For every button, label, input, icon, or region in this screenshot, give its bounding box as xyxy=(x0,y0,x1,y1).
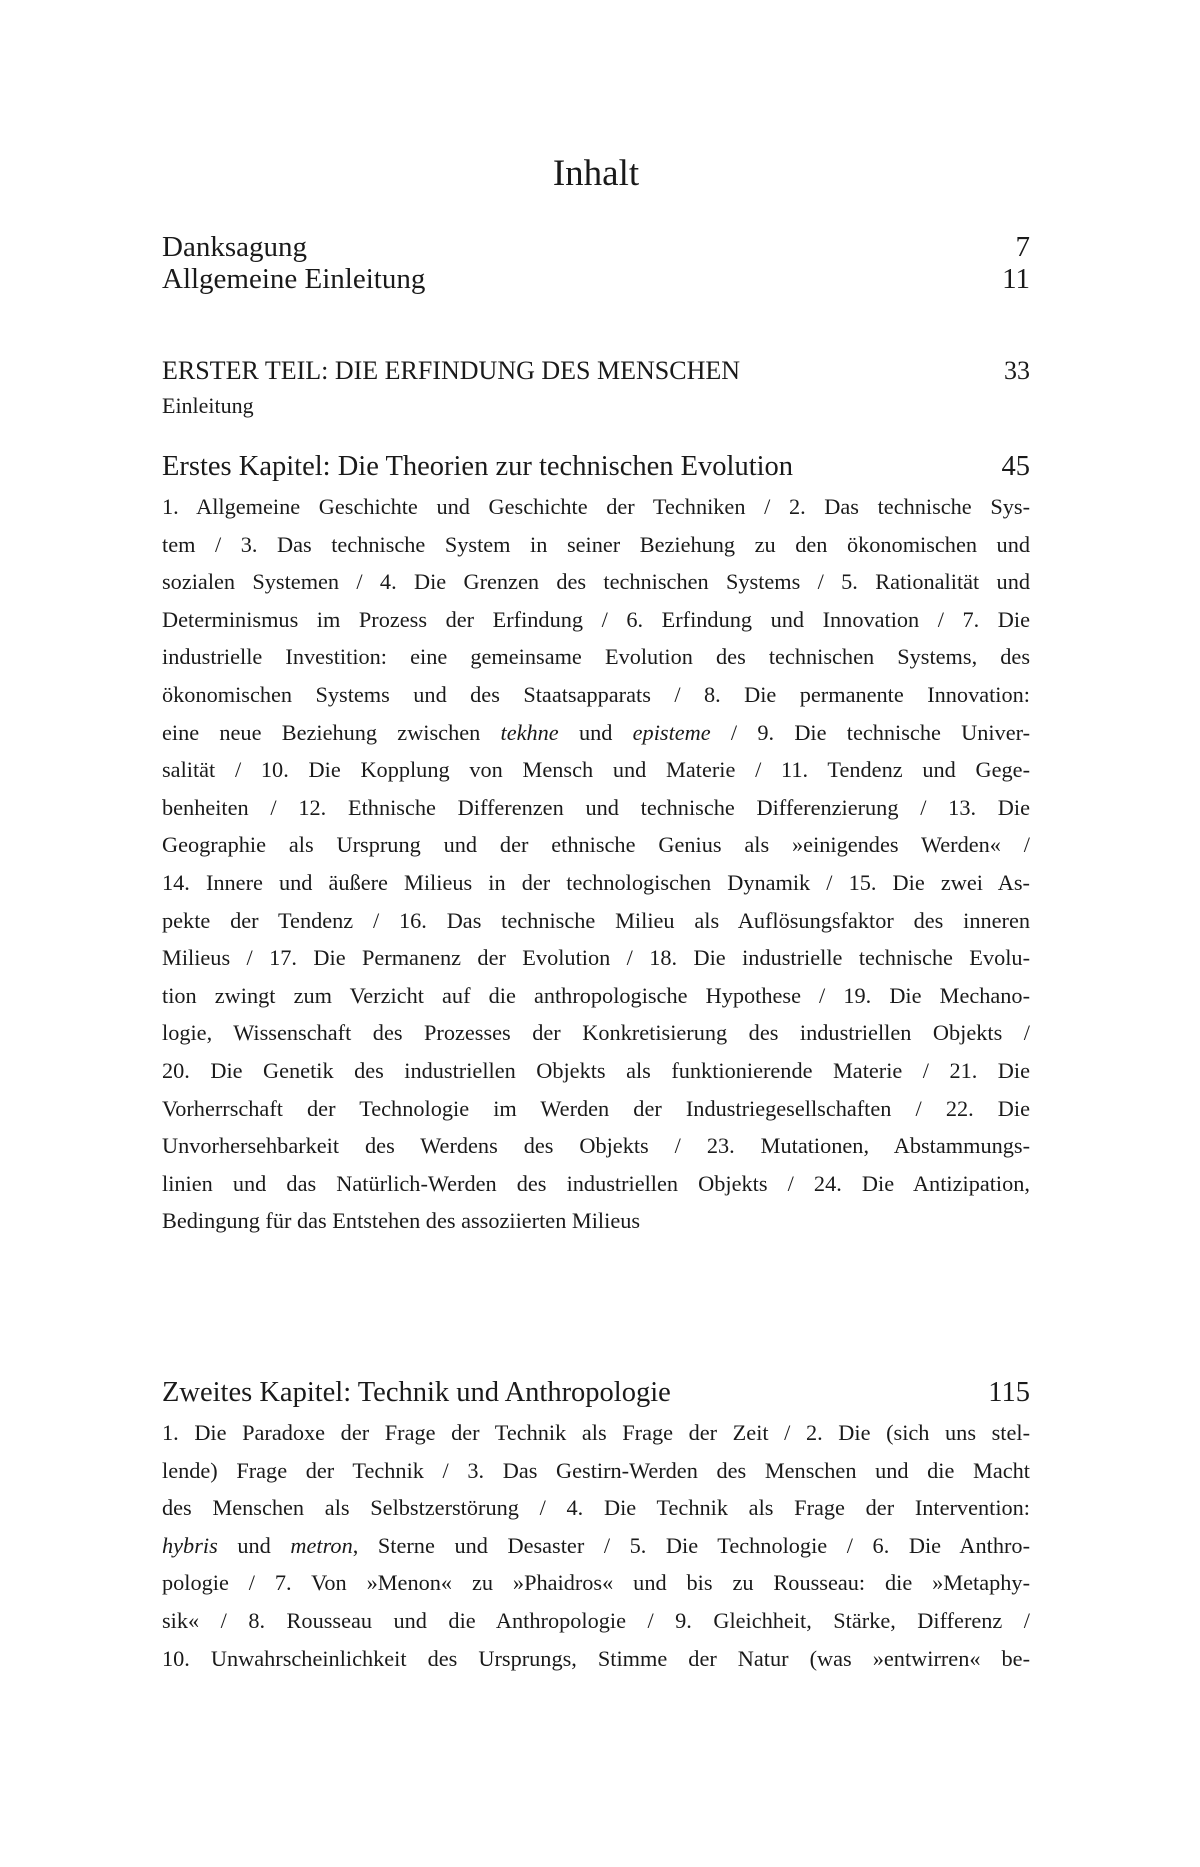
summary-line: logie, Wissenschaft des Prozesses der Konkretisierung des industriellen Objekts / xyxy=(162,1020,1030,1046)
summary-term-episteme: episteme xyxy=(632,719,711,745)
summary-line: salität / 10. Die Kopplung von Mensch und Materie / 11. Tendenz und Gege- xyxy=(162,757,1030,783)
toc-entry-page: 7 xyxy=(1015,231,1030,263)
summary-line: tion zwingt zum Verzicht auf die anthropologische Hypothese / 19. Die Mechano- xyxy=(162,982,1030,1008)
summary-term-tekhne: tekhne xyxy=(500,719,559,745)
toc-chapter-page: 115 xyxy=(988,1377,1030,1408)
summary-line: 1. Die Paradoxe der Frage der Technik als Frage der Zeit / 2. Die (sich uns stel- xyxy=(162,1420,1030,1445)
toc-chapter-label: Erstes Kapitel: Die Theorien zur technischen Evolution xyxy=(162,451,794,482)
toc-entry-general-introduction xyxy=(162,260,1030,298)
toc-part-intro: Einleitung xyxy=(162,393,254,418)
toc-chapter-2-summary xyxy=(162,1414,1030,1677)
summary-text: / 9. Die technische Univer- xyxy=(730,719,1030,745)
toc-chapter-label: Zweites Kapitel: Technik und Anthropologie xyxy=(162,1377,671,1408)
summary-term-hybris: hybris xyxy=(162,1532,218,1558)
summary-line: sozialen Systemen / 4. Die Grenzen des technischen Systems / 5. Rationalität und xyxy=(162,569,1030,595)
toc-chapter-1-summary xyxy=(162,488,1030,1240)
summary-line: tem / 3. Das technische System in seiner Beziehung zu den ökonomischen und xyxy=(162,531,1030,557)
summary-line: benheiten / 12. Ethnische Differenzen und technische Differenzierung / 13. Die xyxy=(162,794,1030,820)
toc-part-label: ERSTER TEIL: DIE ERFINDUNG DES MENSCHEN xyxy=(162,356,741,385)
toc-chapter-1-heading xyxy=(162,449,1030,485)
summary-line: industrielle Investition: eine gemeinsame Evolution des technischen Systems, des xyxy=(162,644,1030,670)
summary-line: des Menschen als Selbstzerstörung / 4. Die Technik als Frage der Intervention: xyxy=(162,1495,1030,1521)
summary-text: eine neue Beziehung zwischen xyxy=(162,719,481,745)
summary-text: und xyxy=(237,1532,271,1558)
page-title: Inhalt xyxy=(552,153,640,194)
toc-entry-label: Danksagung xyxy=(162,231,307,263)
toc-entry-label: Allgemeine Einleitung xyxy=(162,263,426,295)
toc-entry-page: 11 xyxy=(1002,263,1030,295)
summary-line: 14. Innere und äußere Milieus in der technologischen Dynamik / 15. Die zwei As- xyxy=(162,869,1030,895)
summary-line: lende) Frage der Technik / 3. Das Gestirn-Werden des Menschen und die Macht xyxy=(162,1457,1030,1483)
summary-text: und xyxy=(578,719,613,745)
summary-line: linien und das Natürlich-Werden des industriellen Objekts / 24. Die Antizipation, xyxy=(162,1170,1030,1196)
summary-line: Geographie als Ursprung und der ethnische Genius als »einigendes Werden« / xyxy=(162,832,1030,858)
toc-chapter-page: 45 xyxy=(1001,451,1030,482)
summary-text: , Sterne und Desaster / 5. Die Technologie / 6. Die Anthro- xyxy=(352,1532,1030,1558)
summary-line: pekte der Tendenz / 16. Das technische Milieu als Auflösungsfaktor des inneren xyxy=(162,907,1030,933)
toc-part-page: 33 xyxy=(1004,356,1030,385)
summary-line: ökonomischen Systems und des Staatsapparats / 8. Die permanente Innovation: xyxy=(162,681,1030,707)
summary-line xyxy=(162,714,1030,752)
summary-line: 1. Allgemeine Geschichte und Geschichte der Techniken / 2. Das technische Sys- xyxy=(162,494,1030,519)
summary-term-metron: metron xyxy=(290,1532,353,1558)
summary-line: 10. Unwahrscheinlichkeit des Ursprungs, Stimme der Natur (was »entwirren« be- xyxy=(162,1645,1030,1671)
summary-line: Bedingung für das Entstehen des assoziierten Milieus xyxy=(162,1208,641,1234)
summary-line: pologie / 7. Von »Menon« zu »Phaidros« und bis zu Rousseau: die »Metaphy- xyxy=(162,1570,1030,1596)
summary-line xyxy=(162,1527,1030,1565)
summary-line: sik« / 8. Rousseau und die Anthropologie / 9. Gleichheit, Stärke, Differenz / xyxy=(162,1607,1030,1633)
toc-chapter-2-heading xyxy=(162,1375,1030,1411)
summary-line: 20. Die Genetik des industriellen Objekts als funktionierende Materie / 21. Die xyxy=(162,1057,1030,1083)
summary-line: Milieus / 17. Die Permanenz der Evolution / 18. Die industrielle technische Evolu- xyxy=(162,945,1030,971)
summary-line: Determinismus im Prozess der Erfindung / 6. Erfindung und Innovation / 7. Die xyxy=(162,606,1030,632)
summary-line: Unvorhersehbarkeit des Werdens des Objekts / 23. Mutationen, Abstammungs- xyxy=(162,1133,1030,1159)
toc-part-heading xyxy=(162,354,1030,388)
summary-line: Vorherrschaft der Technologie im Werden der Industriegesellschaften / 22. Die xyxy=(162,1095,1030,1121)
